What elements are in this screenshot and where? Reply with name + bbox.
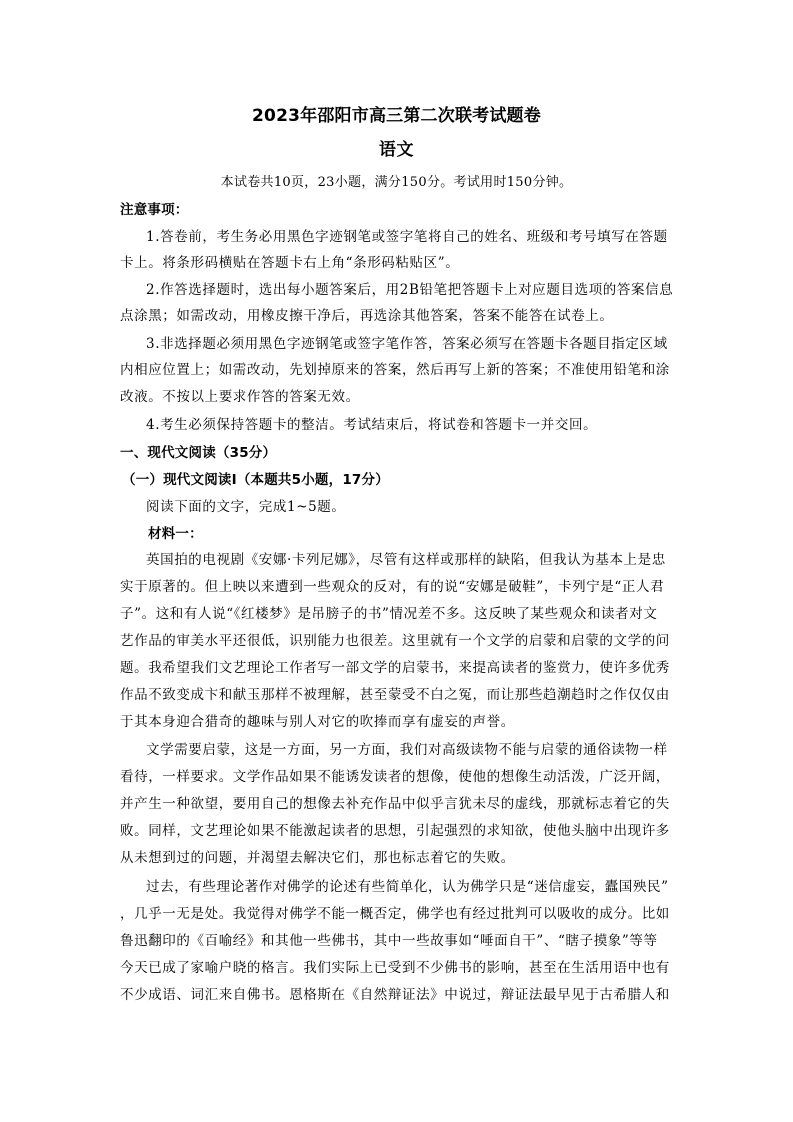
notice-heading: 注意事项： bbox=[120, 202, 189, 218]
exam-title: 2023年邵阳市高三第二次联考试题卷 bbox=[252, 106, 541, 126]
passage-line: 从未想到过的问题，并渴望去解决它们，那也标志着它的失败。 bbox=[120, 850, 515, 866]
passage-line: 今天已成了家喻户晓的格言。我们实际上已受到不少佛书的影响，甚至在生活用语中也有 bbox=[120, 960, 670, 976]
passage-line: 看待，一样要求。文学作品如果不能诱发读者的想像，使他的想像生动活泼，广泛开阔， bbox=[120, 769, 670, 785]
passage-line: 并产生一种欲望，要用自己的想像去补充作品中似乎言犹未尽的虚线，那就标志着它的失 bbox=[120, 796, 670, 812]
notice-line: 卡上。将条形码横贴在答题卡右上角“条形码粘贴区”。 bbox=[120, 255, 460, 271]
passage-line: 英国拍的电视剧《安娜·卡列尼娜》，尽管有这样或那样的缺陷，但我认为基本上是忠 bbox=[146, 552, 666, 568]
reading-instruction: 阅读下面的文字，完成1~5题。 bbox=[146, 499, 346, 515]
passage-line: 题。我希望我们文艺理论工作者写一部文学的启蒙书，来提高读者的鉴赏力，使许多优秀 bbox=[120, 660, 670, 676]
subsection-heading: （一）现代文阅读Ⅰ（本题共5小题，17分） bbox=[122, 472, 389, 488]
passage-line: 作品不致变成卞和献玉那样不被理解，甚至蒙受不白之冤，而让那些趋潮趋时之作仅仅由 bbox=[120, 687, 670, 703]
passage-line: ，几乎一无是处。我觉得对佛学不能一概否定，佛学也有经过批判可以吸收的成分。比如 bbox=[120, 906, 670, 922]
passage-line: 艺作品的审美水平还很低，识别能力也很差。这里就有一个文学的启蒙和启蒙的文学的问 bbox=[120, 633, 670, 649]
notice-line: 改液。不按以上要求作答的答案无效。 bbox=[120, 389, 360, 405]
subject-title: 语文 bbox=[378, 140, 415, 160]
passage-line: 败。同样，文艺理论如果不能激起读者的思想，引起强烈的求知欲，使他头脑中出现许多 bbox=[120, 823, 670, 839]
passage-line: 不少成语、词汇来自佛书。恩格斯在《自然辩证法》中说过，辩证法最早见于古希腊人和 bbox=[120, 987, 670, 1003]
exam-info: 本试卷共10页，23小题，满分150分。考试用时150分钟。 bbox=[220, 175, 573, 190]
notice-line: 1.答卷前，考生务必用黑色字迹钢笔或签字笔将自己的姓名、班级和考号填写在答题 bbox=[146, 229, 668, 245]
notice-line: 2.作答选择题时，选出每小题答案后，用2B铅笔把答题卡上对应题目选项的答案信息 bbox=[146, 282, 674, 298]
passage-line: 子”。这和有人说“《红楼梦》是吊膀子的书”情况差不多。这反映了某些观众和读者对文 bbox=[120, 606, 658, 622]
notice-line: 3.非选择题必须用黑色字迹钢笔或签字笔作答，答案必须写在答题卡各题目指定区域 bbox=[146, 336, 668, 352]
passage-line: 过去，有些理论著作对佛学的论述有些简单化，认为佛学只是“迷信虚妄，蠹国殃民” bbox=[146, 879, 669, 895]
notice-line: 内相应位置上；如需改动，先划掉原来的答案，然后再写上新的答案；不准使用铅笔和涂 bbox=[120, 362, 670, 378]
passage-line: 文学需要启蒙，这是一方面，另一方面，我们对高级读物不能与启蒙的通俗读物一样 bbox=[146, 742, 668, 758]
notice-line: 4.考生必须保持答题卡的整洁。考试结束后，将试卷和答题卡一并交回。 bbox=[146, 417, 598, 433]
passage-line: 于其本身迎合猎奇的趣味与别人对它的吹捧而享有虚妄的声誉。 bbox=[120, 714, 515, 730]
passage-line: 鲁迅翻印的《百喻经》和其他一些佛书，其中一些故事如“唾面自干”、“瞎子摸象”等等 bbox=[120, 933, 658, 949]
section-heading: 一、现代文阅读（35分） bbox=[120, 445, 277, 461]
passage-line: 实于原著的。但上映以来遭到一些观众的反对，有的说“安娜是破鞋”，卡列宁是“正人君 bbox=[120, 579, 665, 595]
notice-line: 点涂黑；如需改动，用橡皮擦干净后，再选涂其他答案，答案不能答在试卷上。 bbox=[120, 308, 614, 324]
material-label: 材料一： bbox=[148, 526, 203, 542]
